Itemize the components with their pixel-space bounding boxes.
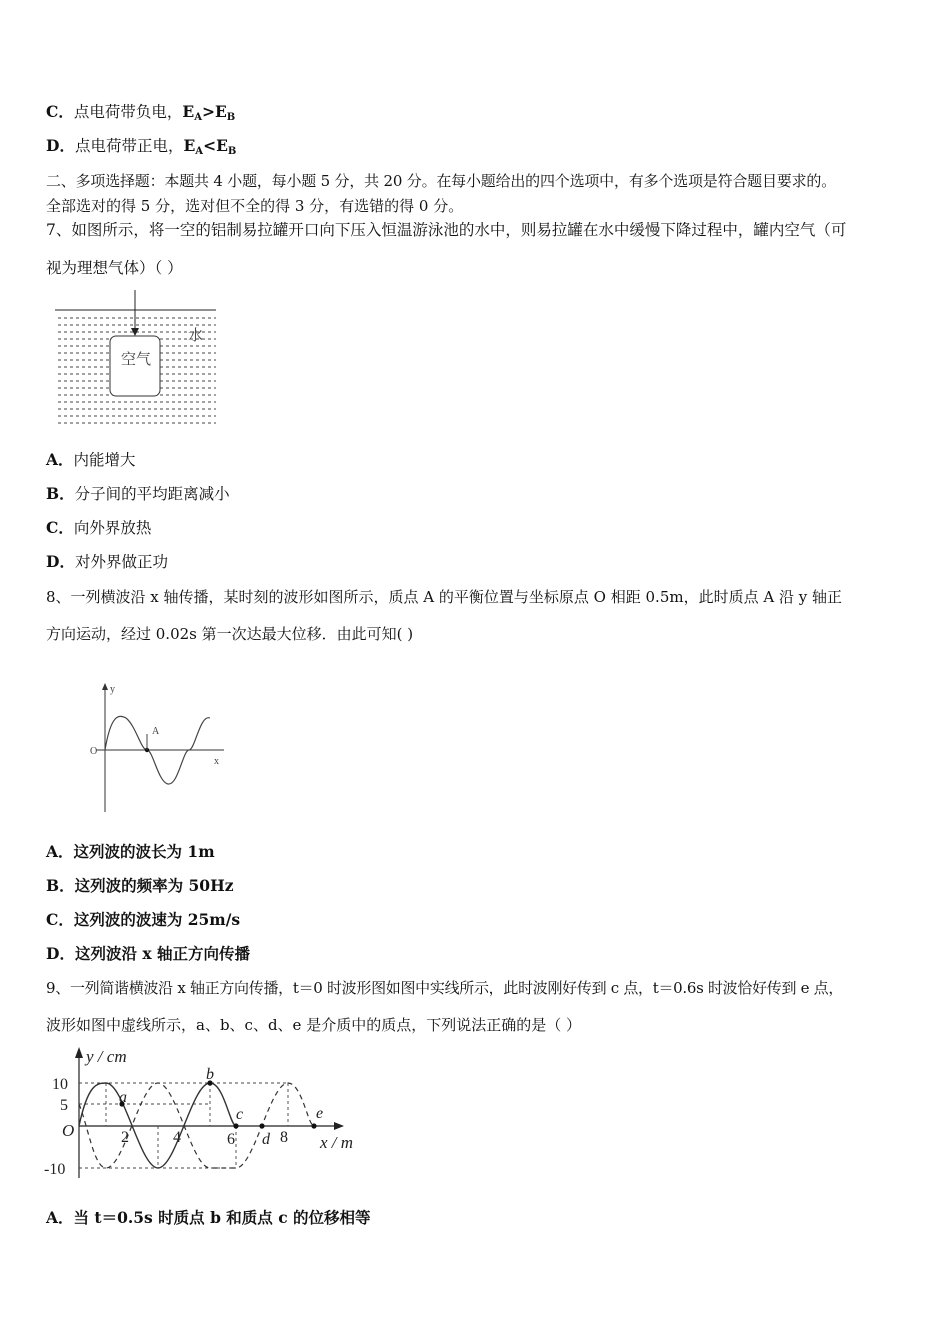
y-tick-5: 5 [60, 1097, 68, 1114]
option-label: D． [46, 944, 75, 963]
subscript: A [195, 146, 204, 157]
q8-option-c [46, 910, 240, 930]
point-d-label: d [262, 1131, 270, 1148]
subscript: B [227, 146, 237, 157]
x-tick-8: 8 [280, 1129, 288, 1146]
q9-wave-figure [40, 1044, 370, 1184]
subscript: A [194, 112, 202, 123]
option-label: A． [46, 842, 74, 861]
option-text: 这列波沿 x 轴正方向传播 [74, 944, 250, 963]
point-d [259, 1123, 264, 1128]
option-text: 对外界做正功 [74, 553, 168, 571]
q7-can-figure [50, 290, 220, 430]
option-label: C． [46, 518, 74, 537]
option-text: 分子间的平均距离减小 [74, 485, 230, 503]
x-tick-4: 4 [173, 1129, 181, 1146]
operator: > [201, 102, 215, 121]
point-e-label: e [316, 1105, 324, 1122]
q9-stem-line1: 9、一列简谐横波沿 x 轴正方向传播，t＝0 时波形图如图中实线所示，此时波刚好传到 c 点，t＝0.6s 时波恰好传到 e 点， [46, 979, 844, 997]
option-text: 这列波的频率为 50Hz [74, 876, 234, 895]
operator: < [203, 136, 217, 155]
option-label: A． [46, 450, 74, 469]
point-a-label: a [119, 1089, 127, 1106]
q8-option-d [46, 944, 250, 964]
q6-option-d [46, 136, 236, 162]
subscript: B [226, 112, 236, 123]
option-label: A． [46, 1208, 74, 1227]
q8-wave-figure [86, 678, 231, 818]
option-label: D． [46, 552, 75, 571]
q7-option-b [46, 484, 230, 504]
q7-option-c [46, 518, 151, 538]
point-e [311, 1123, 316, 1128]
field-symbol: E [183, 136, 196, 155]
x-tick-2: 2 [121, 1129, 129, 1146]
point-b-label: b [206, 1066, 214, 1083]
origin-label: O [90, 746, 98, 757]
option-text: 点电荷带负电， [73, 103, 183, 121]
origin-label: O [62, 1121, 75, 1140]
y-tick-neg10: -10 [44, 1161, 66, 1178]
point-c [233, 1123, 238, 1128]
q7-option-d [46, 552, 168, 572]
point-a-label: A [152, 726, 160, 737]
option-label: B． [46, 484, 75, 503]
q8-option-b [46, 876, 234, 896]
option-text: 点电荷带正电， [74, 137, 184, 155]
field-symbol: E [182, 102, 195, 121]
q8-option-a [46, 842, 215, 862]
q8-stem-line2: 方向运动，经过 0.02s 第一次达最大位移．由此可知( ) [46, 625, 414, 643]
q8-stem-line1: 8、一列横波沿 x 轴传播，某时刻的波形如图所示，质点 A 的平衡位置与坐标原点 O 相距 0.5m，此时质点 A 沿 y 轴正 [46, 588, 842, 606]
x-tick-6: 6 [227, 1131, 235, 1148]
option-text: 这列波的波长为 1m [73, 842, 215, 861]
option-text: 向外界放热 [73, 519, 152, 537]
q7-stem-line1: 7、如图所示，将一空的铝制易拉罐开口向下压入恒温游泳池的水中，则易拉罐在水中缓慢下降过程中，罐内空气（可 [46, 221, 847, 239]
q7-stem-line2: 视为理想气体）（ ） [46, 259, 183, 277]
option-label: B． [46, 876, 75, 895]
water-label: 水 [188, 328, 204, 344]
section2-line2: 全部选对的得 5 分，选对但不全的得 3 分，有选错的得 0 分。 [46, 197, 464, 215]
option-label: D． [46, 136, 75, 155]
field-symbol: E [216, 136, 228, 155]
y-axis-label: y / cm [86, 1047, 127, 1066]
option-text: 当 t＝0.5s 时质点 b 和质点 c 的位移相等 [73, 1208, 371, 1227]
y-axis-label: y [110, 684, 115, 695]
y-tick-10: 10 [52, 1076, 68, 1093]
q9-option-a [46, 1208, 371, 1228]
section2-line1: 二、多项选择题：本题共 4 小题，每小题 5 分，共 20 分。在每小题给出的四个选项中，有多个选项是符合题目要求的。 [46, 172, 836, 190]
option-label: C． [46, 102, 74, 121]
option-text: 这列波的波速为 25m/s [73, 910, 241, 929]
point-c-label: c [236, 1106, 244, 1123]
option-text: 内能增大 [73, 451, 136, 469]
q9-stem-line2: 波形如图中虚线所示，a、b、c、d、e 是介质中的质点，下列说法正确的是（ ） [46, 1016, 581, 1034]
field-symbol: E [214, 102, 227, 121]
x-axis-label: x [214, 756, 219, 767]
air-label: 空气 [121, 352, 152, 368]
option-label: C． [46, 910, 74, 929]
x-axis-label: x / m [320, 1133, 354, 1152]
q7-option-a [46, 450, 136, 470]
q6-option-c [46, 102, 235, 128]
